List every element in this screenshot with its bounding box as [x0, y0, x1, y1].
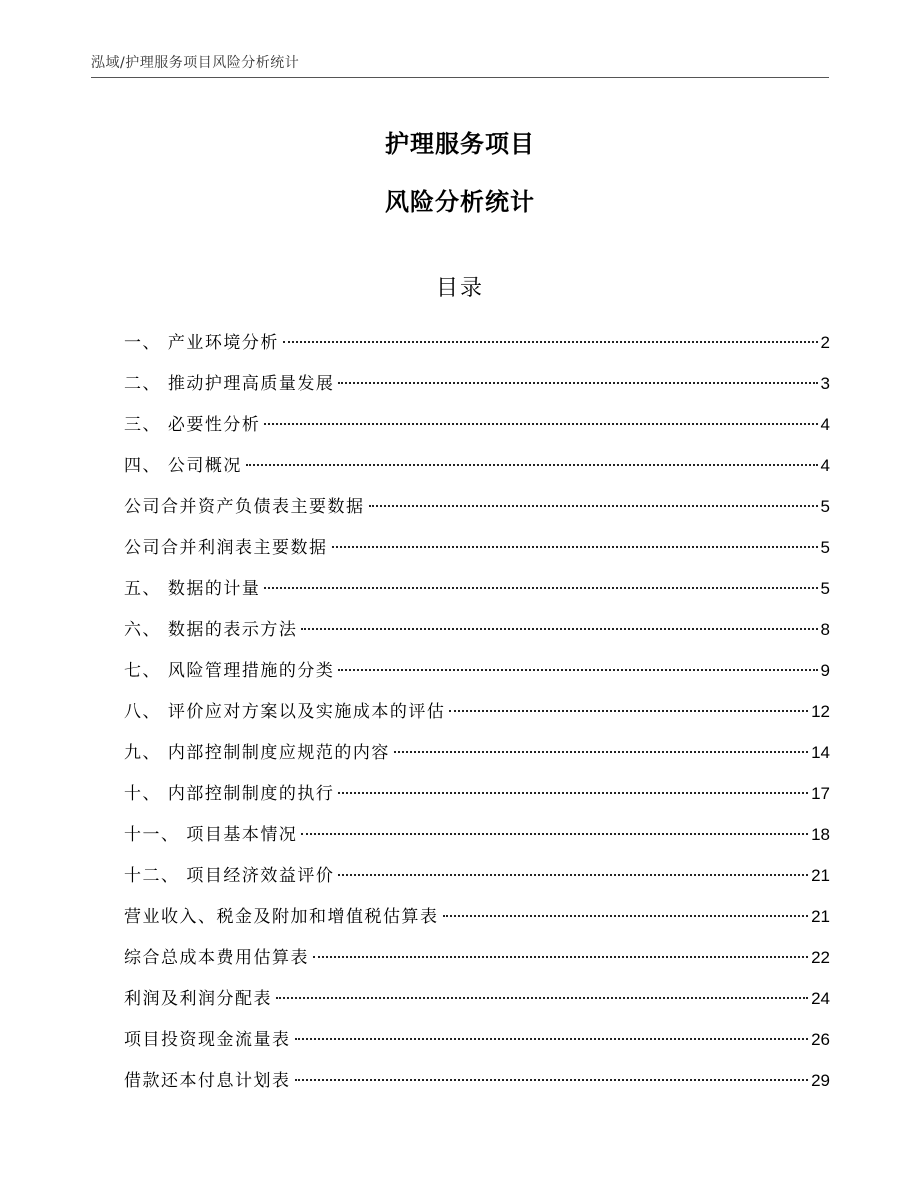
toc-entry[interactable] [124, 445, 830, 486]
toc-entry-page-number: 9 [820, 661, 830, 680]
toc-entry-label: 三、 必要性分析 [124, 415, 261, 435]
toc-entry[interactable] [124, 1060, 830, 1101]
toc-entry-page-number: 5 [820, 497, 830, 516]
toc-dot-leader [295, 1038, 809, 1040]
toc-entry-label: 项目投资现金流量表 [124, 1030, 291, 1050]
toc-entry[interactable] [124, 937, 830, 978]
toc-dot-leader [449, 710, 808, 712]
toc-heading: 目录 [435, 276, 484, 301]
toc-entry-label: 十、 内部控制制度的执行 [124, 784, 335, 804]
toc-entry-label: 九、 内部控制制度应规范的内容 [124, 743, 390, 763]
toc-dot-leader [394, 751, 808, 753]
toc-entry-label: 七、 风险管理措施的分类 [124, 661, 335, 681]
toc-entry-label: 综合总成本费用估算表 [124, 948, 309, 968]
toc-entry[interactable] [124, 773, 830, 814]
running-header: 泓域/护理服务项目风险分析统计 [91, 55, 300, 71]
toc-dot-leader [295, 1079, 809, 1081]
toc-entry-page-number: 29 [811, 1071, 830, 1090]
toc-entry[interactable] [124, 363, 830, 404]
toc-entry-label: 十二、 项目经济效益评价 [124, 866, 335, 886]
document-title-line-1: 护理服务项目 [385, 130, 535, 158]
toc-entry-label: 五、 数据的计量 [124, 579, 261, 599]
header-rule [91, 77, 829, 78]
toc-entry-label: 营业收入、税金及附加和增值税估算表 [124, 907, 439, 927]
toc-dot-leader [443, 915, 809, 917]
toc-dot-leader [338, 792, 808, 794]
toc-entry[interactable] [124, 527, 830, 568]
toc-entry-label: 一、 产业环境分析 [124, 333, 279, 353]
toc-entry-label: 八、 评价应对方案以及实施成本的评估 [124, 702, 446, 722]
toc-dot-leader [338, 382, 817, 384]
toc-dot-leader [369, 505, 818, 507]
toc-entry[interactable] [124, 568, 830, 609]
toc-entry[interactable] [124, 691, 830, 732]
toc-entry-page-number: 5 [820, 538, 830, 557]
document-title-line-2: 风险分析统计 [385, 188, 535, 216]
toc-dot-leader [283, 341, 818, 343]
toc-entry-label: 四、 公司概况 [124, 456, 242, 476]
toc-entry-page-number: 2 [820, 333, 830, 352]
toc-entry-page-number: 26 [811, 1030, 830, 1049]
toc-entry-page-number: 12 [811, 702, 830, 721]
toc-entry-page-number: 5 [820, 579, 830, 598]
toc-entry[interactable] [124, 322, 830, 363]
toc-entry-page-number: 17 [811, 784, 830, 803]
toc-entry-page-number: 4 [820, 456, 830, 475]
toc-entry-page-number: 8 [820, 620, 830, 639]
toc-entry-label: 借款还本付息计划表 [124, 1071, 291, 1091]
toc-dot-leader [301, 833, 808, 835]
toc-entry[interactable] [124, 896, 830, 937]
toc-entry[interactable] [124, 650, 830, 691]
toc-entry-page-number: 21 [811, 907, 830, 926]
toc-entry-label: 公司合并资产负债表主要数据 [124, 497, 365, 517]
toc-entry-label: 六、 数据的表示方法 [124, 620, 298, 640]
toc-entry[interactable] [124, 486, 830, 527]
toc-entry[interactable] [124, 1019, 830, 1060]
toc-dot-leader [338, 874, 808, 876]
toc-dot-leader [301, 628, 817, 630]
toc-entry-page-number: 4 [820, 415, 830, 434]
toc-entry-page-number: 21 [811, 866, 830, 885]
toc-entry-page-number: 22 [811, 948, 830, 967]
toc-entry-page-number: 18 [811, 825, 830, 844]
toc-entry-label: 二、 推动护理高质量发展 [124, 374, 335, 394]
toc-entry[interactable] [124, 855, 830, 896]
toc-entry-label: 利润及利润分配表 [124, 989, 272, 1009]
toc-entry-label: 公司合并利润表主要数据 [124, 538, 328, 558]
toc-entry-label: 十一、 项目基本情况 [124, 825, 298, 845]
toc-entry[interactable] [124, 732, 830, 773]
toc-entry[interactable] [124, 609, 830, 650]
toc-dot-leader [264, 423, 817, 425]
table-of-contents [124, 322, 830, 1101]
toc-dot-leader [246, 464, 818, 466]
toc-dot-leader [276, 997, 808, 999]
toc-entry-page-number: 3 [820, 374, 830, 393]
toc-entry[interactable] [124, 814, 830, 855]
toc-dot-leader [338, 669, 817, 671]
toc-dot-leader [264, 587, 817, 589]
toc-entry-page-number: 24 [811, 989, 830, 1008]
toc-dot-leader [332, 546, 818, 548]
toc-entry-page-number: 14 [811, 743, 830, 762]
toc-entry[interactable] [124, 404, 830, 445]
toc-entry[interactable] [124, 978, 830, 1019]
toc-dot-leader [313, 956, 808, 958]
